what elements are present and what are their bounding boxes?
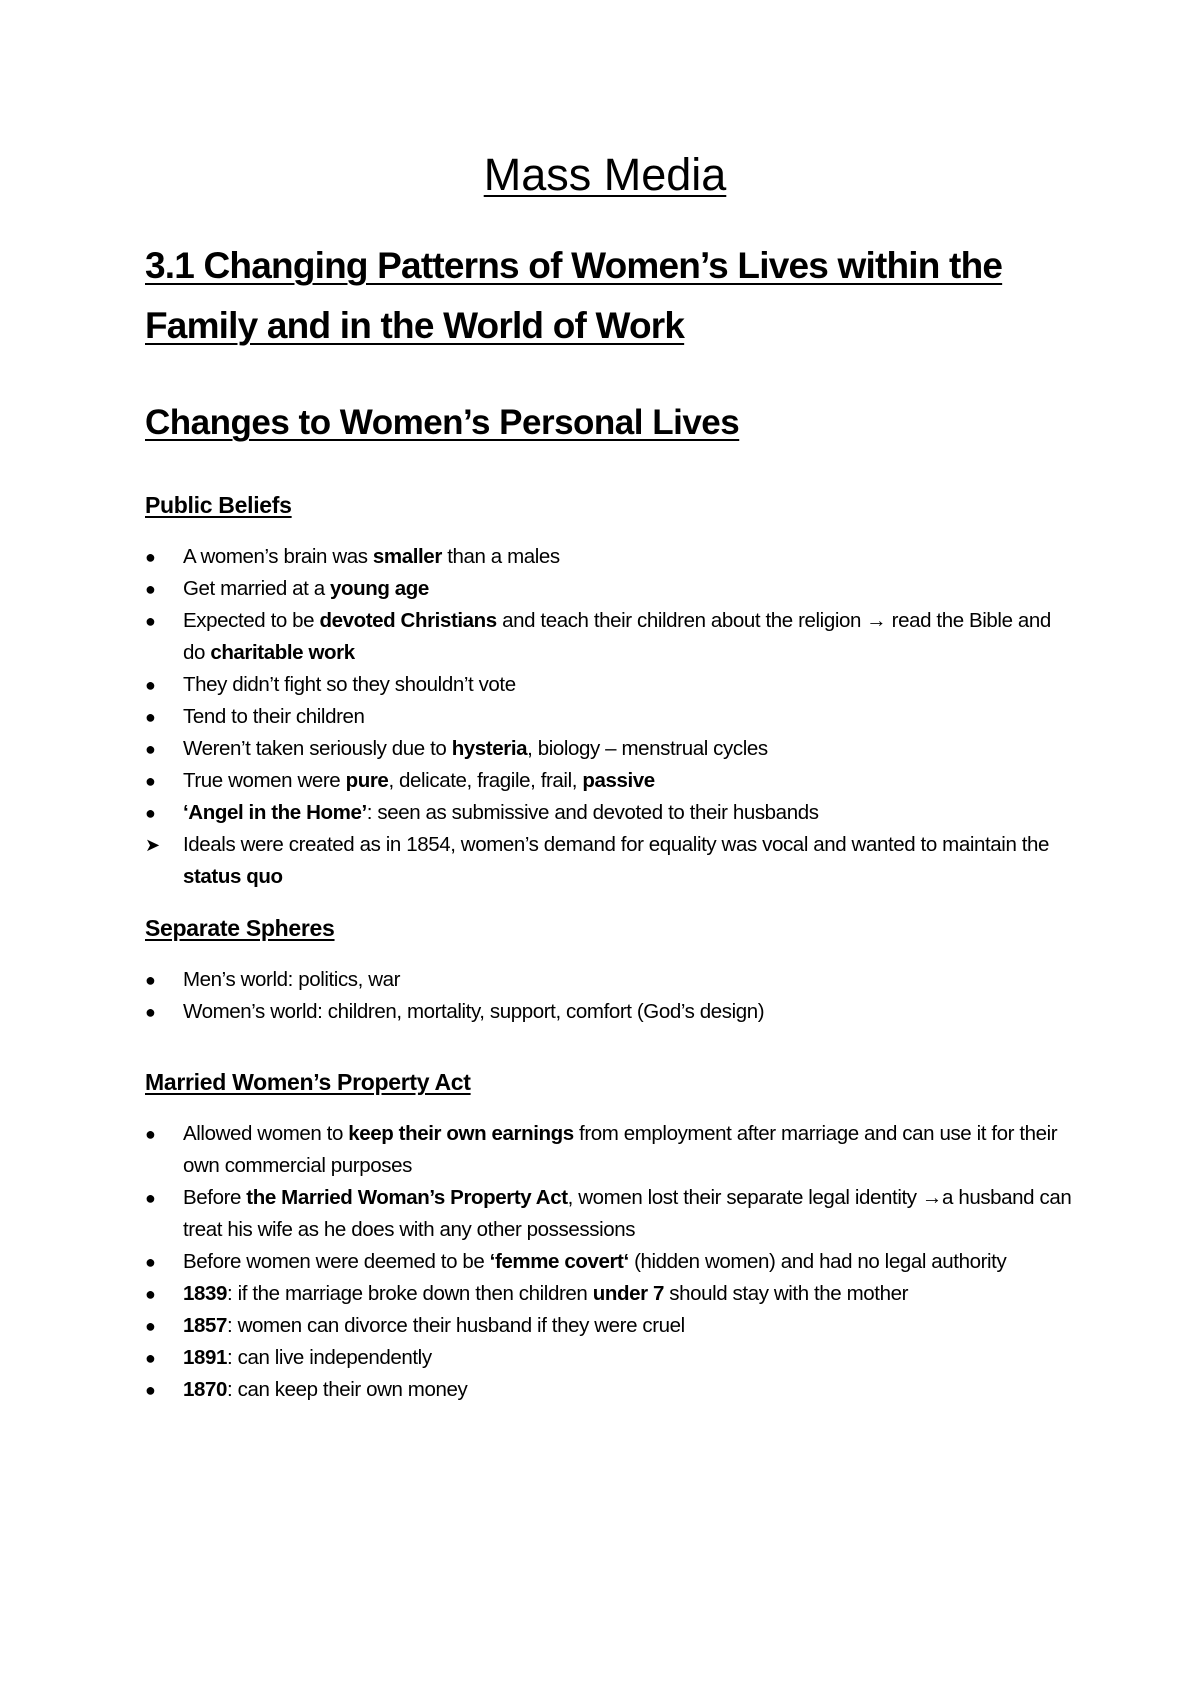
subheading-public-beliefs: Public Beliefs xyxy=(145,492,292,518)
bold-text: charitable work xyxy=(210,641,355,664)
item-text: from employment after marriage and can use it for their own commercial purposes xyxy=(183,1122,1058,1177)
bullet-icon: ● xyxy=(145,675,156,695)
list-item xyxy=(145,1342,1075,1374)
item-text: , delicate, fragile, frail, xyxy=(388,769,583,792)
bold-text: 1870 xyxy=(183,1378,228,1401)
item-text: : seen as submissive and devoted to their husbands xyxy=(366,801,819,824)
bullet-icon: ● xyxy=(145,739,156,759)
item-text: True women were xyxy=(183,769,346,792)
list-item xyxy=(145,701,1075,733)
subheading-separate-spheres: Separate Spheres xyxy=(145,915,335,941)
bullet-icon: ● xyxy=(145,1252,156,1272)
list-item xyxy=(145,1182,1075,1246)
list-item xyxy=(145,1118,1075,1182)
bold-text: smaller xyxy=(372,545,442,568)
item-text: They didn’t fight so they shouldn’t vote xyxy=(183,673,516,696)
list-item xyxy=(145,1246,1075,1278)
list-item xyxy=(145,797,1075,829)
bold-text: 1891 xyxy=(183,1346,228,1369)
bullet-icon: ● xyxy=(145,803,156,823)
list-item xyxy=(145,765,1075,797)
subheading-married-womens-property-act: Married Women’s Property Act xyxy=(145,1069,471,1095)
bullet-icon: ● xyxy=(145,1284,156,1304)
document-title: Mass Media xyxy=(483,149,727,200)
list-item xyxy=(145,733,1075,765)
list-item xyxy=(145,541,1075,573)
list-item xyxy=(145,1310,1075,1342)
item-text: Get married at a xyxy=(183,577,331,600)
bullet-icon: ● xyxy=(145,1188,156,1208)
item-text: Expected to be xyxy=(183,609,320,632)
bold-text: 1839 xyxy=(183,1282,228,1305)
bold-text: the Married Woman’s Property Act xyxy=(246,1186,568,1209)
bold-text: ‘Angel in the Home’ xyxy=(183,801,367,824)
item-text: Weren’t taken seriously due to xyxy=(183,737,452,760)
item-text: Men’s world: politics, war xyxy=(183,968,401,991)
item-text: : if the marriage broke down then children xyxy=(227,1282,593,1305)
property-act-list xyxy=(145,1118,1075,1406)
arrow-bullet-icon: ➤ xyxy=(145,835,160,855)
bold-text: status quo xyxy=(183,865,283,888)
bullet-icon: ● xyxy=(145,771,156,791)
bold-text: passive xyxy=(582,769,655,792)
bold-text: devoted Christians xyxy=(319,609,497,632)
bold-text: hysteria xyxy=(451,737,528,760)
list-item xyxy=(145,829,1075,893)
bullet-icon: ● xyxy=(145,1316,156,1336)
item-text: and teach their children about the religion → read the Bible and do xyxy=(183,609,1051,664)
bold-text: young age xyxy=(330,577,429,600)
bullet-icon: ● xyxy=(145,1380,156,1400)
bold-text: 1857 xyxy=(183,1314,228,1337)
bullet-icon: ● xyxy=(145,1124,156,1144)
item-text: : can live independently xyxy=(227,1346,432,1369)
item-text: (hidden women) and had no legal authority xyxy=(628,1250,1007,1273)
bullet-icon: ● xyxy=(145,547,156,567)
bold-text: keep their own earnings xyxy=(348,1122,574,1145)
item-text: A women’s brain was xyxy=(183,545,373,568)
item-text: : can keep their own money xyxy=(227,1378,468,1401)
bold-text: under 7 xyxy=(592,1282,664,1305)
bullet-icon: ● xyxy=(145,611,156,631)
item-text: : women can divorce their husband if they were cruel xyxy=(227,1314,685,1337)
item-text: Women’s world: children, mortality, support, comfort (God’s design) xyxy=(183,1000,765,1023)
item-text: Before women were deemed to be xyxy=(183,1250,490,1273)
item-text: Before xyxy=(183,1186,247,1209)
item-text: Tend to their children xyxy=(183,705,365,728)
public-beliefs-list xyxy=(145,541,1075,893)
item-text: Ideals were created as in 1854, women’s demand for equality was vocal and wanted to maintain the xyxy=(183,833,1050,856)
bullet-icon: ● xyxy=(145,1348,156,1368)
section-heading: Changes to Women’s Personal Lives xyxy=(145,403,740,442)
item-text: , biology – menstrual cycles xyxy=(527,737,768,760)
list-item xyxy=(145,1278,1075,1310)
item-text: should stay with the mother xyxy=(663,1282,908,1305)
item-text: than a males xyxy=(441,545,560,568)
list-item xyxy=(145,964,1075,996)
list-item xyxy=(145,1374,1075,1406)
bullet-icon: ● xyxy=(145,579,156,599)
list-item xyxy=(145,573,1075,605)
separate-spheres-list xyxy=(145,964,1075,1028)
document-subtitle: 3.1 Changing Patterns of Women’s Lives within the Family and in the World of Work xyxy=(145,245,1003,346)
list-item xyxy=(145,669,1075,701)
item-text: Allowed women to xyxy=(183,1122,349,1145)
bullet-icon: ● xyxy=(145,970,156,990)
bullet-icon: ● xyxy=(145,1002,156,1022)
list-item xyxy=(145,605,1075,669)
bold-text: pure xyxy=(345,769,389,792)
list-item xyxy=(145,996,1075,1028)
bullet-icon: ● xyxy=(145,707,156,727)
item-text: , women lost their separate legal identity →a husband can treat his wife as he does with any other possessions xyxy=(183,1186,1072,1241)
bold-text: ‘femme covert‘ xyxy=(489,1250,629,1273)
